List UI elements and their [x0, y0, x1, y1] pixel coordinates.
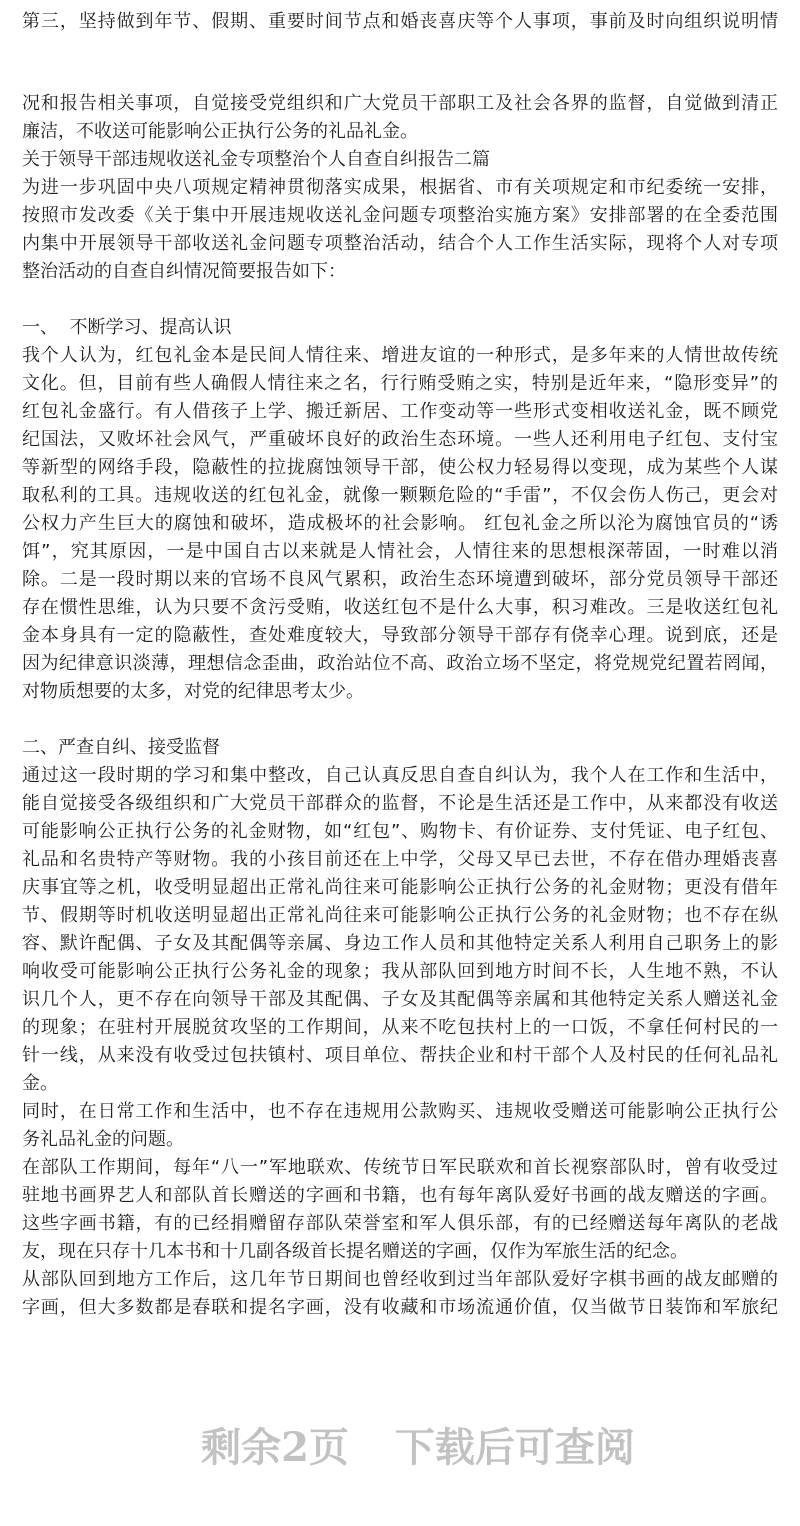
- text-line: 针一线，从来没有收受过包扶镇村、项目单位、帮扶企业和村干部个人及村民的任何礼品礼: [22, 1045, 778, 1066]
- text-line: 为进一步巩固中央八项规定精神贯彻落实成果，根据省、市有关项规定和市纪委统一安排，: [22, 177, 778, 198]
- section-heading: 一、 不断学习、提高认识: [22, 317, 232, 338]
- text-line: 响收受可能影响公正执行公务礼金的现象；我从部队回到地方时间不长，人生地不熟，不认: [22, 961, 778, 982]
- text-line: 况和报告相关事项，自觉接受党组织和广大党员干部职工及社会各界的监督，自觉做到清正: [22, 93, 778, 114]
- document-body: [22, 90, 778, 1322]
- text-line: 金。: [22, 1073, 58, 1094]
- text-line: 取私利的工具。违规收送的红包礼金，就像一颗颗危险的“手雷”，不仅会伤人伤己，更会对: [22, 485, 778, 506]
- text-line: 因为纪律意识淡薄，理想信念歪曲，政治站位不高、政治立场不坚定，将党规党纪置若罔闻，: [22, 653, 778, 674]
- previous-page-tail: [22, 8, 778, 36]
- text-line: 对物质想要的太多，对党的纪律思考太少。: [22, 681, 364, 702]
- text-line: 文化。但，目前有些人确假人情往来之名，行行贿受贿之实，特别是近年来，“隐形变异”的: [22, 373, 778, 394]
- text-line: 廉洁，不收送可能影响公正执行公务的礼品礼金。: [22, 121, 418, 142]
- download-prompt[interactable]: [0, 1424, 800, 1472]
- blank-line: [22, 706, 778, 734]
- remaining-pages-label: 剩余2页: [201, 1424, 349, 1471]
- text-line: 内集中开展领导干部收送礼金问题专项整治活动，结合个人工作生活实际，现将个人对专项: [22, 233, 778, 254]
- text-line: 整治活动的自查自纠情况简要报告如下：: [22, 261, 346, 282]
- text-line: 按照市发改委《关于集中开展违规收送礼金问题专项整治实施方案》安排部署的在全委范围: [22, 205, 778, 226]
- text-line: 同时，在日常工作和生活中，也不存在违规用公款购买、违规收受赠送可能影响公正执行公: [22, 1101, 778, 1122]
- text-line: 第三，坚持做到年节、假期、重要时间节点和婚丧喜庆等个人事项，事前及时向组织说明情: [22, 11, 778, 32]
- download-hint-label: 下载后可查阅: [394, 1424, 635, 1471]
- text-line: 从部队回到地方工作后，这几年节日期间也曾经收到过当年部队爱好字棋书画的战友邮赠的: [22, 1269, 778, 1290]
- text-line: 礼品和名贵特产等财物。我的小孩目前还在上中学，父母又早已去世，不存在借办理婚丧喜: [22, 849, 778, 870]
- text-line: 驻地书画界艺人和部队首长赠送的字画和书籍，也有每年离队爱好书画的战友赠送的字画。: [22, 1185, 778, 1206]
- text-line: 务礼品礼金的问题。: [22, 1129, 184, 1150]
- text-line: 在部队工作期间，每年“八一”军地联欢、传统节日军民联欢和首长视察部队时，曾有收受过: [22, 1157, 778, 1178]
- text-line: 识几个人，更不存在向领导干部及其配偶、子女及其配偶等亲属和其他特定关系人赠送礼金: [22, 989, 778, 1010]
- text-line: 庆事宜等之机，收受明显超出正常礼尚往来可能影响公正执行公务的礼金财物；更没有借年: [22, 877, 778, 898]
- blank-line: [22, 286, 778, 314]
- text-line: 友，现在只存十几本书和十几副各级首长提名赠送的字画，仅作为军旅生活的纪念。: [22, 1241, 688, 1262]
- text-line: 除。二是一段时期以来的官场不良风气累积，政治生态环境遭到破坏，部分党员领导干部还: [22, 569, 778, 590]
- text-line: 饵”，究其原因，一是中国自古以来就是人情社会，人情往来的思想根深蒂固，一时难以消: [22, 541, 778, 562]
- text-line: 节、假期等时机收送明显超出正常礼尚往来可能影响公正执行公务的礼金财物；也不存在纵: [22, 905, 778, 926]
- text-line: 我个人认为，红包礼金本是民间人情往来、增进友谊的一种形式，是多年来的人情世故传统: [22, 345, 778, 366]
- text-line: 字画，但大多数都是春联和提名字画，没有收藏和市场流通价值，仅当做节日装饰和军旅纪: [22, 1297, 778, 1318]
- text-line: 存在惯性思维，认为只要不贪污受贿，收送红包不是什么大事，积习难改。三是收送红包礼: [22, 597, 778, 618]
- text-line: 公权力产生巨大的腐蚀和破坏，造成极坏的社会影响。 红包礼金之所以沦为腐蚀官员的“诱: [22, 513, 778, 534]
- text-line: 容、默许配偶、子女及其配偶等亲属、身边工作人员和其他特定关系人利用自己职务上的影: [22, 933, 778, 954]
- text-line: 纪国法，又败坏社会风气，严重破坏良好的政治生态环境。一些人还利用电子红包、支付宝: [22, 429, 778, 450]
- article-title: 关于领导干部违规收送礼金专项整治个人自查自纠报告二篇: [22, 149, 490, 170]
- section-heading: 二、严查自纠、接受监督: [22, 737, 220, 758]
- text-line: 这些字画书籍，有的已经捐赠留存部队荣誉室和军人俱乐部，有的已经赠送每年离队的老战: [22, 1213, 778, 1234]
- text-line: 通过这一段时期的学习和集中整改，自己认真反思自查自纠认为，我个人在工作和生活中，: [22, 765, 778, 786]
- text-line: 等新型的网络手段，隐蔽性的拉拢腐蚀领导干部，使公权力轻易得以变现，成为某些个人谋: [22, 457, 778, 478]
- text-line: 红包礼金盛行。有人借孩子上学、搬迁新居、工作变动等一些形式变相收送礼金，既不顾党: [22, 401, 778, 422]
- text-line: 可能影响公正执行公务的礼金财物，如“红包”、购物卡、有价证券、支付凭证、电子红包、: [22, 821, 778, 842]
- text-line: 金本身具有一定的隐蔽性，查处难度较大，导致部分领导干部存有侥幸心理。说到底，还是: [22, 625, 778, 646]
- text-line: 能自觉接受各级组织和广大党员干部群众的监督，不论是生活还是工作中，从来都没有收送: [22, 793, 778, 814]
- text-line: 的现象；在驻村开展脱贫攻坚的工作期间，从来不吃包扶村上的一口饭，不拿任何村民的一: [22, 1017, 778, 1038]
